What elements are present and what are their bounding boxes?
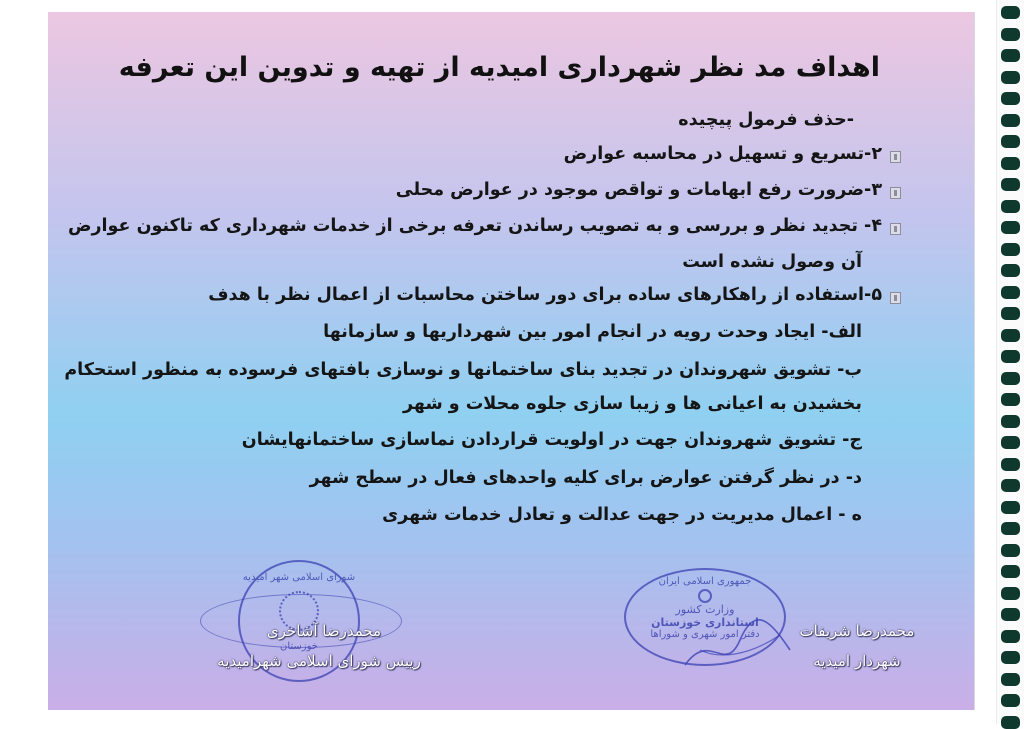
binding-hole-icon [1001,458,1020,471]
binding-hole-icon [1001,716,1020,729]
list-item: -حذف فرمول پیچیده [678,110,854,130]
binding-hole-icon [1001,329,1020,342]
binding-hole-icon [1001,436,1020,449]
council-head-title: رییس شورای اسلامی شهرامیدیه [217,652,421,670]
binding-hole-icon [1001,651,1020,664]
binding-hole-icon [1001,71,1020,84]
list-item: ۵-استفاده از راهکارهای ساده برای دور ساختن محاسبات از اعمال نظر با هدف [208,285,882,305]
binding-hole-icon [1001,307,1020,320]
binding-hole-icon [1001,264,1020,277]
sub-item: ج- تشویق شهروندان جهت در اولویت قراردادن نماسازی ساختمانهایشان [241,430,862,450]
binding-hole-icon [1001,286,1020,299]
list-item: ۲-تسریع و تسهیل در محاسبه عوارض [563,144,882,164]
binding-hole-icon [1001,501,1020,514]
emblem-icon [698,589,712,603]
binding-hole-icon [1001,630,1020,643]
sub-item: ب- تشویق شهروندان در تجدید بنای ساختمانها و نوسازی بافتهای فرسوده به منظور استحکام [64,360,862,380]
binding-hole-icon [1001,372,1020,385]
binding-hole-icon [1001,587,1020,600]
binding-hole-icon [1001,522,1020,535]
list-item-continuation: آن وصول نشده است [682,252,862,272]
binding-hole-icon [1001,49,1020,62]
stamp-text: وزارت کشور [675,603,735,616]
binding-hole-icon [1001,221,1020,234]
mayor-name: محمدرضا شریفات [799,622,915,640]
binding-hole-icon [1001,157,1020,170]
binding-hole-icon [1001,135,1020,148]
binding-hole-icon [1001,673,1020,686]
stamp-text: خوزستان [280,641,318,652]
binding-hole-icon [1001,565,1020,578]
stamp-text: شورای اسلامی شهر امیدیه [242,572,356,583]
binding-hole-icon [1001,350,1020,363]
binding-hole-icon [1001,200,1020,213]
bullet-icon [890,187,901,199]
stamp-text: جمهوری اسلامی ایران [658,576,752,587]
binding-hole-icon [1001,92,1020,105]
spiral-binding [996,0,1024,724]
sub-item: ه - اعمال مدیریت در جهت عدالت و تعادل خدمات شهری [382,505,862,525]
bullet-icon [890,292,901,304]
binding-hole-icon [1001,415,1020,428]
mayor-title: شهردار امیدیه [813,652,901,670]
binding-hole-icon [1001,178,1020,191]
page-title: اهداف مد نظر شهرداری امیدیه از تهیه و تدوین این تعرفه [118,52,880,83]
binding-hole-icon [1001,243,1020,256]
stamp-text: دفتر امور شهری و شوراها [650,629,760,640]
binding-hole-icon [1001,608,1020,621]
binding-hole-icon [1001,544,1020,557]
list-item: ۳-ضرورت رفع ابهامات و تواقص موجود در عوارض محلی [395,180,882,200]
binding-hole-icon [1001,694,1020,707]
binding-hole-icon [1001,6,1020,19]
bullet-icon [890,151,901,163]
bullet-icon [890,223,901,235]
stamp-text: استانداری خوزستان [651,616,759,629]
sub-item: د- در نظر گرفتن عوارض برای کلیه واحدهای فعال در سطح شهر [309,468,862,488]
sub-item-continuation: بخشیدن به اعیانی ها و زیبا سازی جلوه محلات و شهر [403,394,862,414]
binding-hole-icon [1001,393,1020,406]
binding-hole-icon [1001,28,1020,41]
council-head-name: محمدرضا آشاخری [266,622,382,640]
sub-item: الف- ایجاد وحدت رویه در انجام امور بین شهرداریها و سازمانها [323,322,862,342]
binding-hole-icon [1001,114,1020,127]
binding-hole-icon [1001,479,1020,492]
list-item: ۴- تجدید نظر و بررسی و به تصویب رساندن تعرفه برخی از خدمات شهرداری که تاکنون عوارض [67,216,882,236]
